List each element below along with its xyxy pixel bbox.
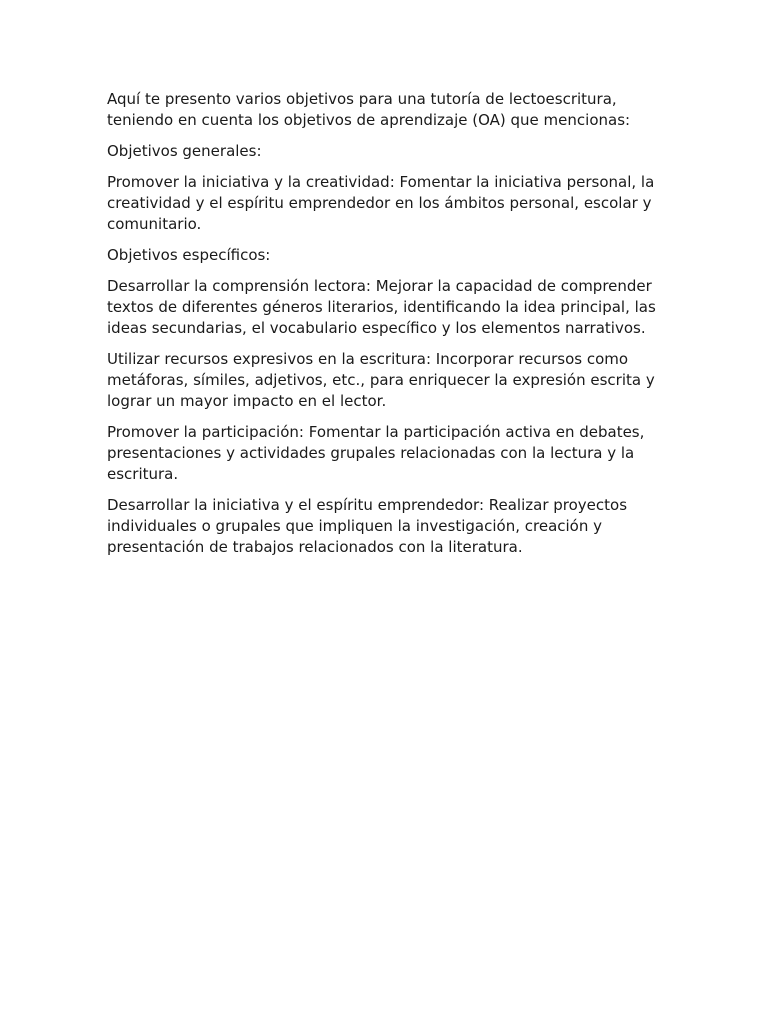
specific-objective-paragraph: Promover la participación: Fomentar la participación activa en debates, presentaciones y actividades grupales relacionadas con la lectura y la escritura. (107, 423, 645, 483)
specific-objectives-heading: Objetivos específicos: (107, 246, 271, 264)
specific-objective-paragraph: Desarrollar la comprensión lectora: Mejorar la capacidad de comprender textos de diferentes géneros literarios, identificando la idea principal, las ideas secundarias, el vocabulario específico y los elementos narrativos. (107, 277, 656, 337)
general-objectives-heading: Objetivos generales: (107, 142, 262, 160)
general-objective-paragraph: Promover la iniciativa y la creatividad: Fomentar la iniciativa personal, la creatividad y el espíritu emprendedor en los ámbitos personal, escolar y comunitario. (107, 173, 655, 233)
specific-objective-paragraph: Desarrollar la iniciativa y el espíritu emprendedor: Realizar proyectos individuales o grupales que impliquen la investigación, creación y presentación de trabajos relacionados con la literatura. (107, 496, 628, 556)
specific-objective-paragraph: Utilizar recursos expresivos en la escritura: Incorporar recursos como metáforas, símiles, adjetivos, etc., para enriquecer la expresión escrita y lograr un mayor impacto en el lector. (107, 350, 655, 410)
intro-paragraph: Aquí te presento varios objetivos para una tutoría de lectoescritura, teniendo en cuenta los objetivos de aprendizaje (OA) que mencionas: (107, 90, 631, 129)
document-body (107, 89, 665, 558)
